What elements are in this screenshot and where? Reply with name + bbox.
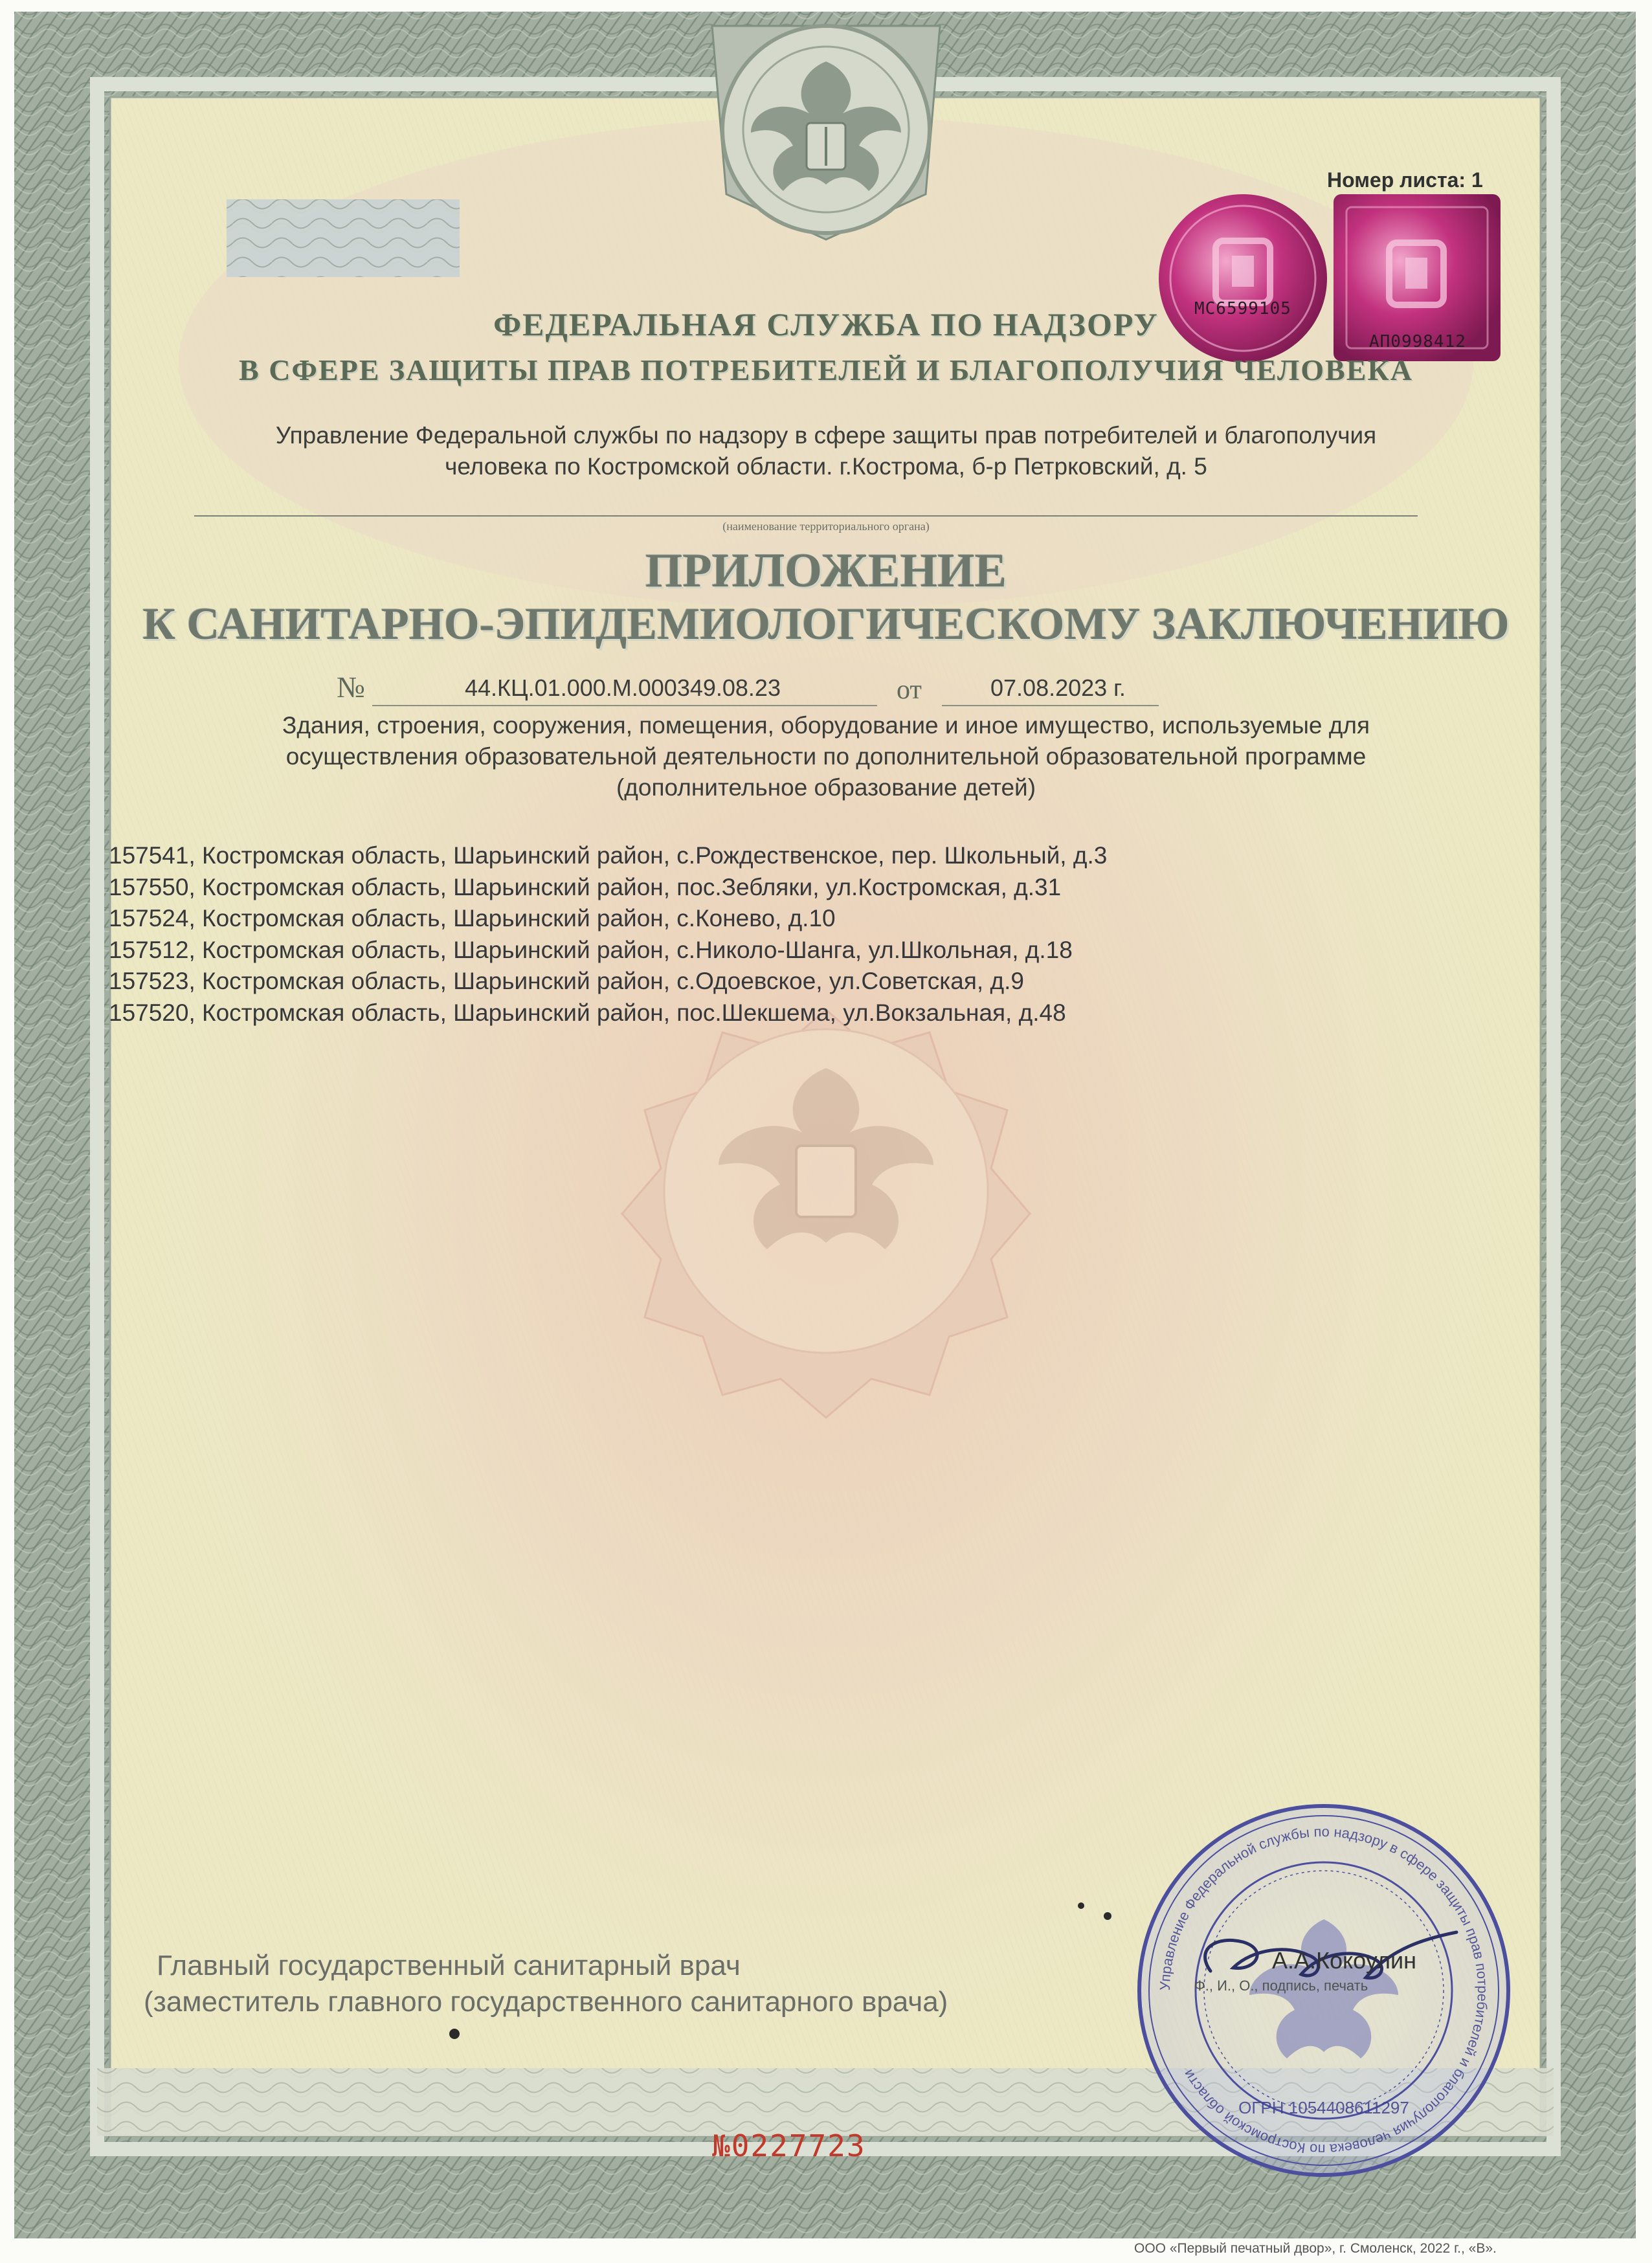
certificate-date: 07.08.2023 г. (990, 674, 1126, 701)
signer-role-line1: Главный государственный санитарный врач (157, 1950, 741, 1981)
number-sign: № (337, 671, 365, 704)
address-item: 157541, Костромская область, Шарьинский район, с.Рождественское, пер. Школьный, д.3 (109, 842, 1108, 869)
form-number: №0227723 (712, 2128, 866, 2163)
hologram-code-1: МС6599105 (1194, 299, 1291, 318)
address-item: 157550, Костромская область, Шарьинский район, пос.Зебляки, ул.Костромская, д.31 (109, 873, 1062, 900)
date-label: от (897, 675, 922, 705)
signer-caption: Ф., И., О., подпись, печать (1194, 1978, 1368, 1994)
authority-caption: (наименование территориального органа) (722, 520, 930, 533)
description-line3: (дополнительное образование детей) (616, 774, 1036, 801)
address-list (109, 840, 1339, 1029)
stamp-lettering (1136, 1803, 1512, 2178)
stamp-ring-text: Управление Федеральной службы по надзору в сфере защиты прав потребителей и благополучия человека по Костромской области (1156, 1823, 1491, 2158)
security-strip (227, 199, 460, 277)
service-heading-line1: ФЕДЕРАЛЬНАЯ СЛУЖБА ПО НАДЗОРУ (493, 306, 1159, 342)
document-title-line1: ПРИЛОЖЕНИЕ (645, 544, 1007, 597)
certificate-number: 44.КЦ.01.000.М.000349.08.23 (465, 674, 781, 701)
signer-name: А.А.Кокоулин (1272, 1947, 1416, 1974)
sheet-number: Номер листа: 1 (1327, 168, 1483, 192)
address-item: 157512, Костромская область, Шарьинский район, с.Николо-Шанга, ул.Школьная, д.18 (109, 936, 1073, 963)
address-item: 157524, Костромская область, Шарьинский район, с.Конево, д.10 (109, 905, 836, 931)
hologram-code-2: АП0998412 (1369, 332, 1466, 351)
description-line1: Здания, строения, сооружения, помещения, оборудование и иное имущество, используемые для (282, 712, 1370, 739)
stamp-ogrn: ОГРН 1054408611297 (1238, 2098, 1409, 2117)
authority-line1: Управление Федеральной службы по надзору в сфере защиты прав потребителей и благополучия (275, 422, 1377, 449)
description-line2: осуществления образовательной деятельности по дополнительной образовательной программе (285, 743, 1367, 770)
signer-role-line2: (заместитель главного государственного санитарного врача) (144, 1986, 948, 2018)
address-item: 157523, Костромская область, Шарьинский район, с.Одоевское, ул.Советская, д.9 (109, 968, 1024, 994)
authority-line2: человека по Костромской области. г.Кострома, б-р Петрковский, д. 5 (445, 453, 1207, 480)
address-item: 157520, Костромская область, Шарьинский район, пос.Шекшема, ул.Вокзальная, д.48 (109, 999, 1066, 1026)
document-title-line2: К САНИТАРНО-ЭПИДЕМИОЛОГИЧЕСКОМУ ЗАКЛЮЧЕНИЮ (142, 599, 1510, 649)
printer-imprint: ООО «Первый печатный двор», г. Смоленск, 2022 г., «В». (1134, 2241, 1497, 2256)
service-heading-line2: В СФЕРЕ ЗАЩИТЫ ПРАВ ПОТРЕБИТЕЛЕЙ И БЛАГОПОЛУЧИЯ ЧЕЛОВЕКА (239, 353, 1413, 386)
